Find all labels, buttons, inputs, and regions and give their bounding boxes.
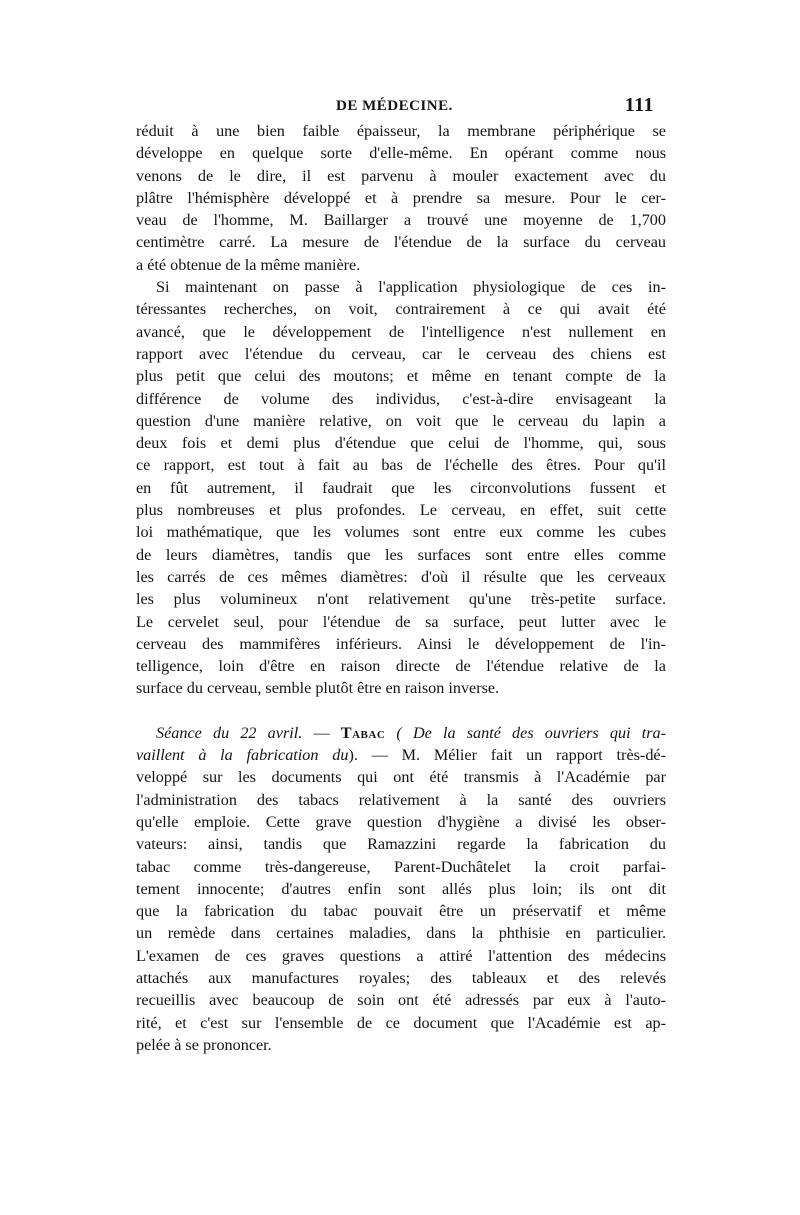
text-line: plus nombreuses et plus profondes. Le cerveau, en effet, suit cette bbox=[136, 501, 666, 520]
session-date: Séance du 22 avril. bbox=[156, 723, 303, 742]
text-line: avancé, que le développement de l'intelligence n'est nullement en bbox=[136, 322, 666, 341]
session-topic: Tabac bbox=[340, 723, 386, 742]
text-line: veau de l'homme, M. Baillarger a trouvé une moyenne de 1,700 bbox=[136, 211, 666, 230]
text-line: un remède dans certaines maladies, dans la phthisie en particulier. bbox=[136, 924, 666, 943]
text-line: Le cervelet seul, pour l'étendue de sa surface, peut lutter avec le bbox=[136, 612, 666, 631]
running-title: DE MÉDECINE. bbox=[336, 98, 453, 114]
text-line: L'examen de ces graves questions a attiré l'attention des médecins bbox=[136, 946, 666, 965]
text-line: centimètre carré. La mesure de l'étendue de la surface du cerveau bbox=[136, 233, 666, 252]
text-line: tabac comme très-dangereuse, Parent-Duchâtelet la croit parfai- bbox=[136, 857, 666, 876]
text-line: réduit à une bien faible épaisseur, la membrane périphérique se bbox=[136, 122, 666, 140]
text-line: que la fabrication du tabac pouvait être un préservatif et même bbox=[136, 902, 666, 921]
session-subtitle-cont: vaillent à la fabrication du bbox=[136, 746, 349, 765]
text-line: les plus volumineux n'ont relativement qu'une très-petite surface. bbox=[136, 590, 666, 609]
text-line: développe en quelque sorte d'elle-même. En opérant comme nous bbox=[136, 144, 666, 163]
session-subtitle: ( De la santé des ouvriers qui tra- bbox=[385, 723, 667, 742]
text-line: a été obtenue de la même manière. bbox=[136, 255, 361, 274]
text-line: Si maintenant on passe à l'application physiologique de ces in- bbox=[156, 278, 666, 297]
text-line: attachés aux manufactures royales; des tableaux et des relevés bbox=[136, 968, 666, 987]
text-line bbox=[136, 744, 666, 766]
text-line: rité, et c'est sur l'ensemble de ce document que l'Académie est ap- bbox=[136, 1013, 666, 1032]
paragraph-1 bbox=[136, 120, 666, 276]
text-line: loi mathématique, que les volumes sont entre eux comme les cubes bbox=[136, 523, 666, 542]
text-line: telligence, loin d'être en raison directe de l'étendue relative de la bbox=[136, 657, 666, 676]
page-number: 111 bbox=[624, 94, 654, 116]
text-line: différence de volume des individus, c'est-à-dire envisageant la bbox=[136, 389, 666, 408]
text-line: les carrés de ces mêmes diamètres: d'où il résulte que les cerveaux bbox=[136, 567, 666, 586]
text-line: plus petit que celui des moutons; et même en tenant compte de la bbox=[136, 367, 666, 386]
text-line: deux fois et demi plus d'étendue que celui de l'homme, qui, sous bbox=[136, 434, 666, 453]
text-line: question d'une manière relative, on voit que le cerveau du lapin a bbox=[136, 411, 666, 430]
section-gap bbox=[136, 700, 666, 722]
text-line: recueillis avec beaucoup de soin ont été adressés par eux à l'auto- bbox=[136, 991, 666, 1010]
text-line: venons de le dire, il est parvenu à mouler exactement avec du bbox=[136, 166, 666, 185]
text-line: surface du cerveau, semble plutôt être en raison inverse. bbox=[136, 679, 500, 698]
text-line: l'administration des tabacs relativement à la santé des ouvriers bbox=[136, 790, 666, 809]
text-line: en fût autrement, il faudrait que les circonvolutions fussent et bbox=[136, 478, 666, 497]
text-line: vateurs: ainsi, tandis que Ramazzini regarde la fabrication du bbox=[136, 835, 666, 854]
session-heading-line bbox=[136, 722, 666, 744]
text-line: de leurs diamètres, tandis que les surfaces sont entre elles comme bbox=[136, 545, 666, 564]
heading-dash: — bbox=[302, 723, 341, 742]
text-line: pelée à se prononcer. bbox=[136, 1035, 272, 1054]
book-page bbox=[136, 94, 666, 1056]
paragraph-2 bbox=[136, 276, 666, 700]
text-line: plâtre l'hémisphère développé et à prendre sa mesure. Pour le cer- bbox=[136, 188, 666, 207]
text-line: qu'elle emploie. Cette grave question d'hygiène a divisé les obser- bbox=[136, 812, 666, 831]
text-fragment: ). — M. Mélier fait un rapport très-dé- bbox=[348, 746, 666, 765]
text-line: veloppé sur les documents qui ont été transmis à l'Académie par bbox=[136, 768, 666, 787]
paragraph-3 bbox=[136, 722, 666, 1056]
text-line: cerveau des mammifères inférieurs. Ainsi le développement de l'in- bbox=[136, 634, 666, 653]
running-head bbox=[136, 94, 666, 120]
text-line: ce rapport, est tout à fait au bas de l'échelle des êtres. Pour qu'il bbox=[136, 456, 666, 475]
text-line: rapport avec l'étendue du cerveau, car le cerveau des chiens est bbox=[136, 344, 666, 363]
text-line: téressantes recherches, on voit, contrairement à ce qui avait été bbox=[136, 300, 666, 319]
text-line: tement innocente; d'autres enfin sont allés plus loin; ils ont dit bbox=[136, 879, 666, 898]
